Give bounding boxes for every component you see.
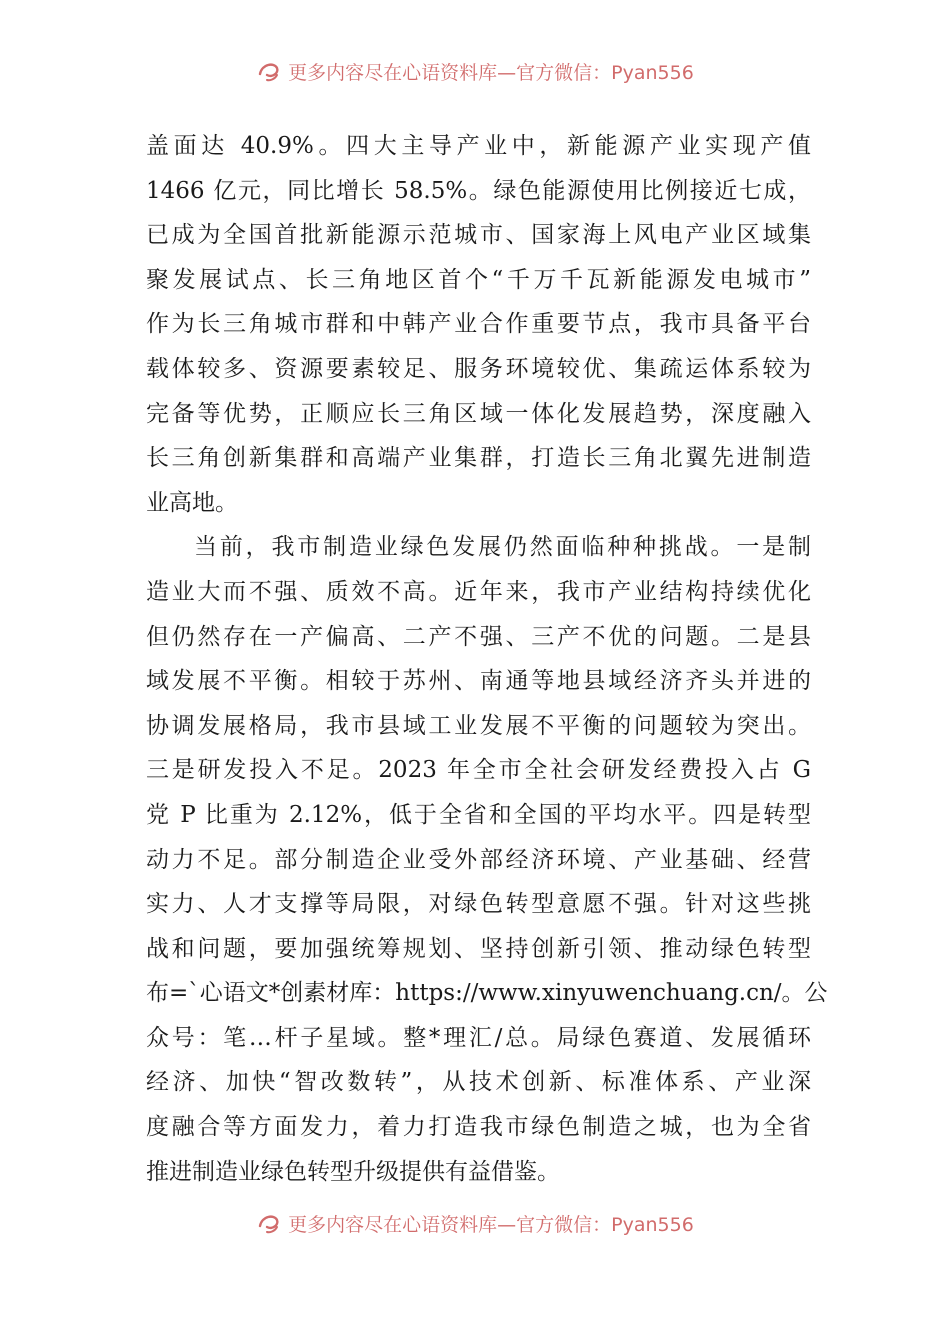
watermark-bottom bbox=[0, 1208, 950, 1238]
text-line: 长三角创新集群和高端产业集群，打造长三角北翼先进制造 bbox=[146, 445, 811, 472]
text-line: 众号：笔…杆子星域。整*理汇/总。局绿色赛道、发展循环 bbox=[146, 1024, 811, 1051]
text-line: 协调发展格局，我市县域工业发展不平衡的问题较为突出。 bbox=[146, 712, 811, 739]
text-line: 盖面达 40.9%。四大主导产业中，新能源产业实现产值 bbox=[146, 133, 811, 159]
text-line: 三是研发投入不足。2023 年全市全社会研发经费投入占 G bbox=[146, 757, 811, 784]
document-body bbox=[146, 124, 828, 1194]
watermark-text: 更多内容尽在心语资料库—官方微信：Pyan556 bbox=[288, 61, 694, 84]
watermark-text: 更多内容尽在心语资料库—官方微信：Pyan556 bbox=[288, 1213, 694, 1236]
watermark-top bbox=[0, 56, 950, 86]
text-line: 域发展不平衡。相较于苏州、南通等地县域经济齐头并进的 bbox=[146, 668, 811, 695]
text-line: 战和问题，要加强统筹规划、坚持创新引领、推动绿色转型 bbox=[146, 935, 811, 962]
text-line: 造业大而不强、质效不高。近年来，我市产业结构持续优化 bbox=[146, 578, 811, 605]
text-line: 党 P 比重为 2.12%，低于全省和全国的平均水平。四是转型 bbox=[146, 801, 811, 828]
text-line: 载体较多、资源要素较足、服务环境较优、集疏运体系较为 bbox=[146, 355, 811, 382]
text-line: 完备等优势，正顺应长三角区域一体化发展趋势，深度融入 bbox=[146, 400, 811, 427]
logo-swirl-icon bbox=[256, 58, 282, 84]
text-line: 1466 亿元，同比增长 58.5%。绿色能源使用比例接近七成， bbox=[146, 177, 811, 204]
text-line: 动力不足。部分制造企业受外部经济环境、产业基础、经营 bbox=[146, 846, 811, 873]
text-line: 布=`心语文*创素材库：https://www.xinyuwenchuang.cn/。公 bbox=[146, 980, 828, 1007]
text-line: 但仍然存在一产偏高、二产不强、三产不优的问题。二是县 bbox=[146, 623, 811, 650]
text-line: 实力、人才支撑等局限，对绿色转型意愿不强。针对这些挑 bbox=[146, 891, 811, 918]
text-line: 经济、加快“智改数转”，从技术创新、标准体系、产业深 bbox=[146, 1069, 811, 1096]
text-line: 推进制造业绿色转型升级提供有益借鉴。 bbox=[146, 1158, 560, 1185]
text-line: 已成为全国首批新能源示范城市、国家海上风电产业区域集 bbox=[146, 222, 811, 249]
text-line: 作为长三角城市群和中韩产业合作重要节点，我市具备平台 bbox=[146, 311, 811, 338]
text-line: 聚发展试点、长三角地区首个“千万千瓦新能源发电城市” bbox=[146, 266, 811, 293]
logo-swirl-icon bbox=[256, 1210, 282, 1236]
paragraph-start: 当前，我市制造业绿色发展仍然面临种种挑战。一是制 bbox=[194, 534, 811, 561]
text-line: 业高地。 bbox=[146, 489, 238, 516]
text-line: 度融合等方面发力，着力打造我市绿色制造之城，也为全省 bbox=[146, 1114, 811, 1141]
